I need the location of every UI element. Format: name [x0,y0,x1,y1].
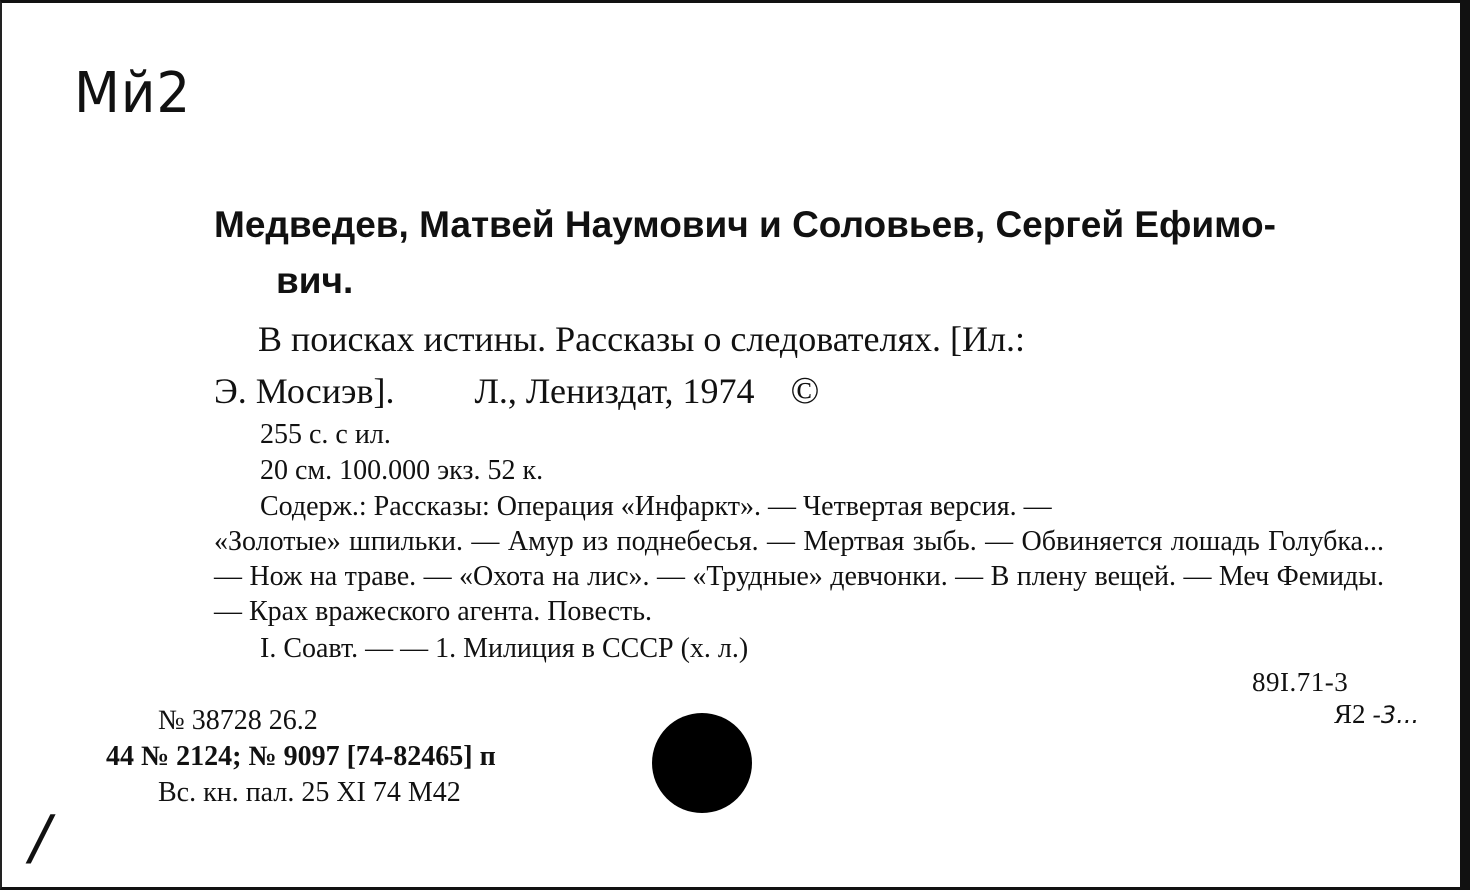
author-sign [1334,699,1419,730]
card-body [214,197,1384,667]
pagination: 255 с. с ил. [260,419,391,450]
card-order-numbers: 44 № 2124; № 9097 [74-82465] п [106,741,496,772]
title-line-1: В поисках истины. Рассказы о следователях. [Ил.: [258,319,1025,359]
classification-index: 89І.71-3 [1252,667,1349,697]
imprint: Л., Лениздат, 1974 [474,371,755,411]
format-print-run-price: 20 см. 100.000 экз. 52 к. [260,455,544,486]
book-chamber-info [106,703,496,811]
handwritten-call-number: Мй2 [74,61,192,126]
author-heading-line-1: Медведев, Матвей Наумович и Соловьев, Сергей Ефимо- [214,204,1276,245]
black-dot-mark [652,713,752,813]
contents-note [214,489,1384,629]
contents-rest: «Золотые» шпильки. — Амур из поднебесья. — Мертвая зыбь. — Обвиняется лошадь Голубка... — Нож на траве. — «Охота на лис». — «Трудные» девчонки. — В плену вещей. — Меч Фемиды. — Крах вражеского агента. Повесть. [214,526,1384,627]
author-heading-line-2: вич. [276,260,354,301]
book-chamber-date: Вс. кн. пал. 25 XI 74 М42 [158,777,461,808]
copyright-symbol: © [790,370,820,412]
author-sign-code: Я2 [1334,699,1366,729]
author-heading [214,197,1384,309]
handwritten-corner-mark: / [30,803,51,873]
handwritten-annotation: -3... [1372,701,1420,729]
contents-line-first: Содерж.: Рассказы: Операция «Инфаркт». — Четвертая версия. — [260,491,1052,522]
illustrator: Э. Мосиэв]. [214,371,395,411]
registration-number: № 38728 26.2 [158,705,318,736]
tracings: I. Соавт. — — 1. Милиция в СССР (х. л.) [260,633,749,664]
title-line-2 [214,365,1384,417]
title-statement [214,313,1384,417]
